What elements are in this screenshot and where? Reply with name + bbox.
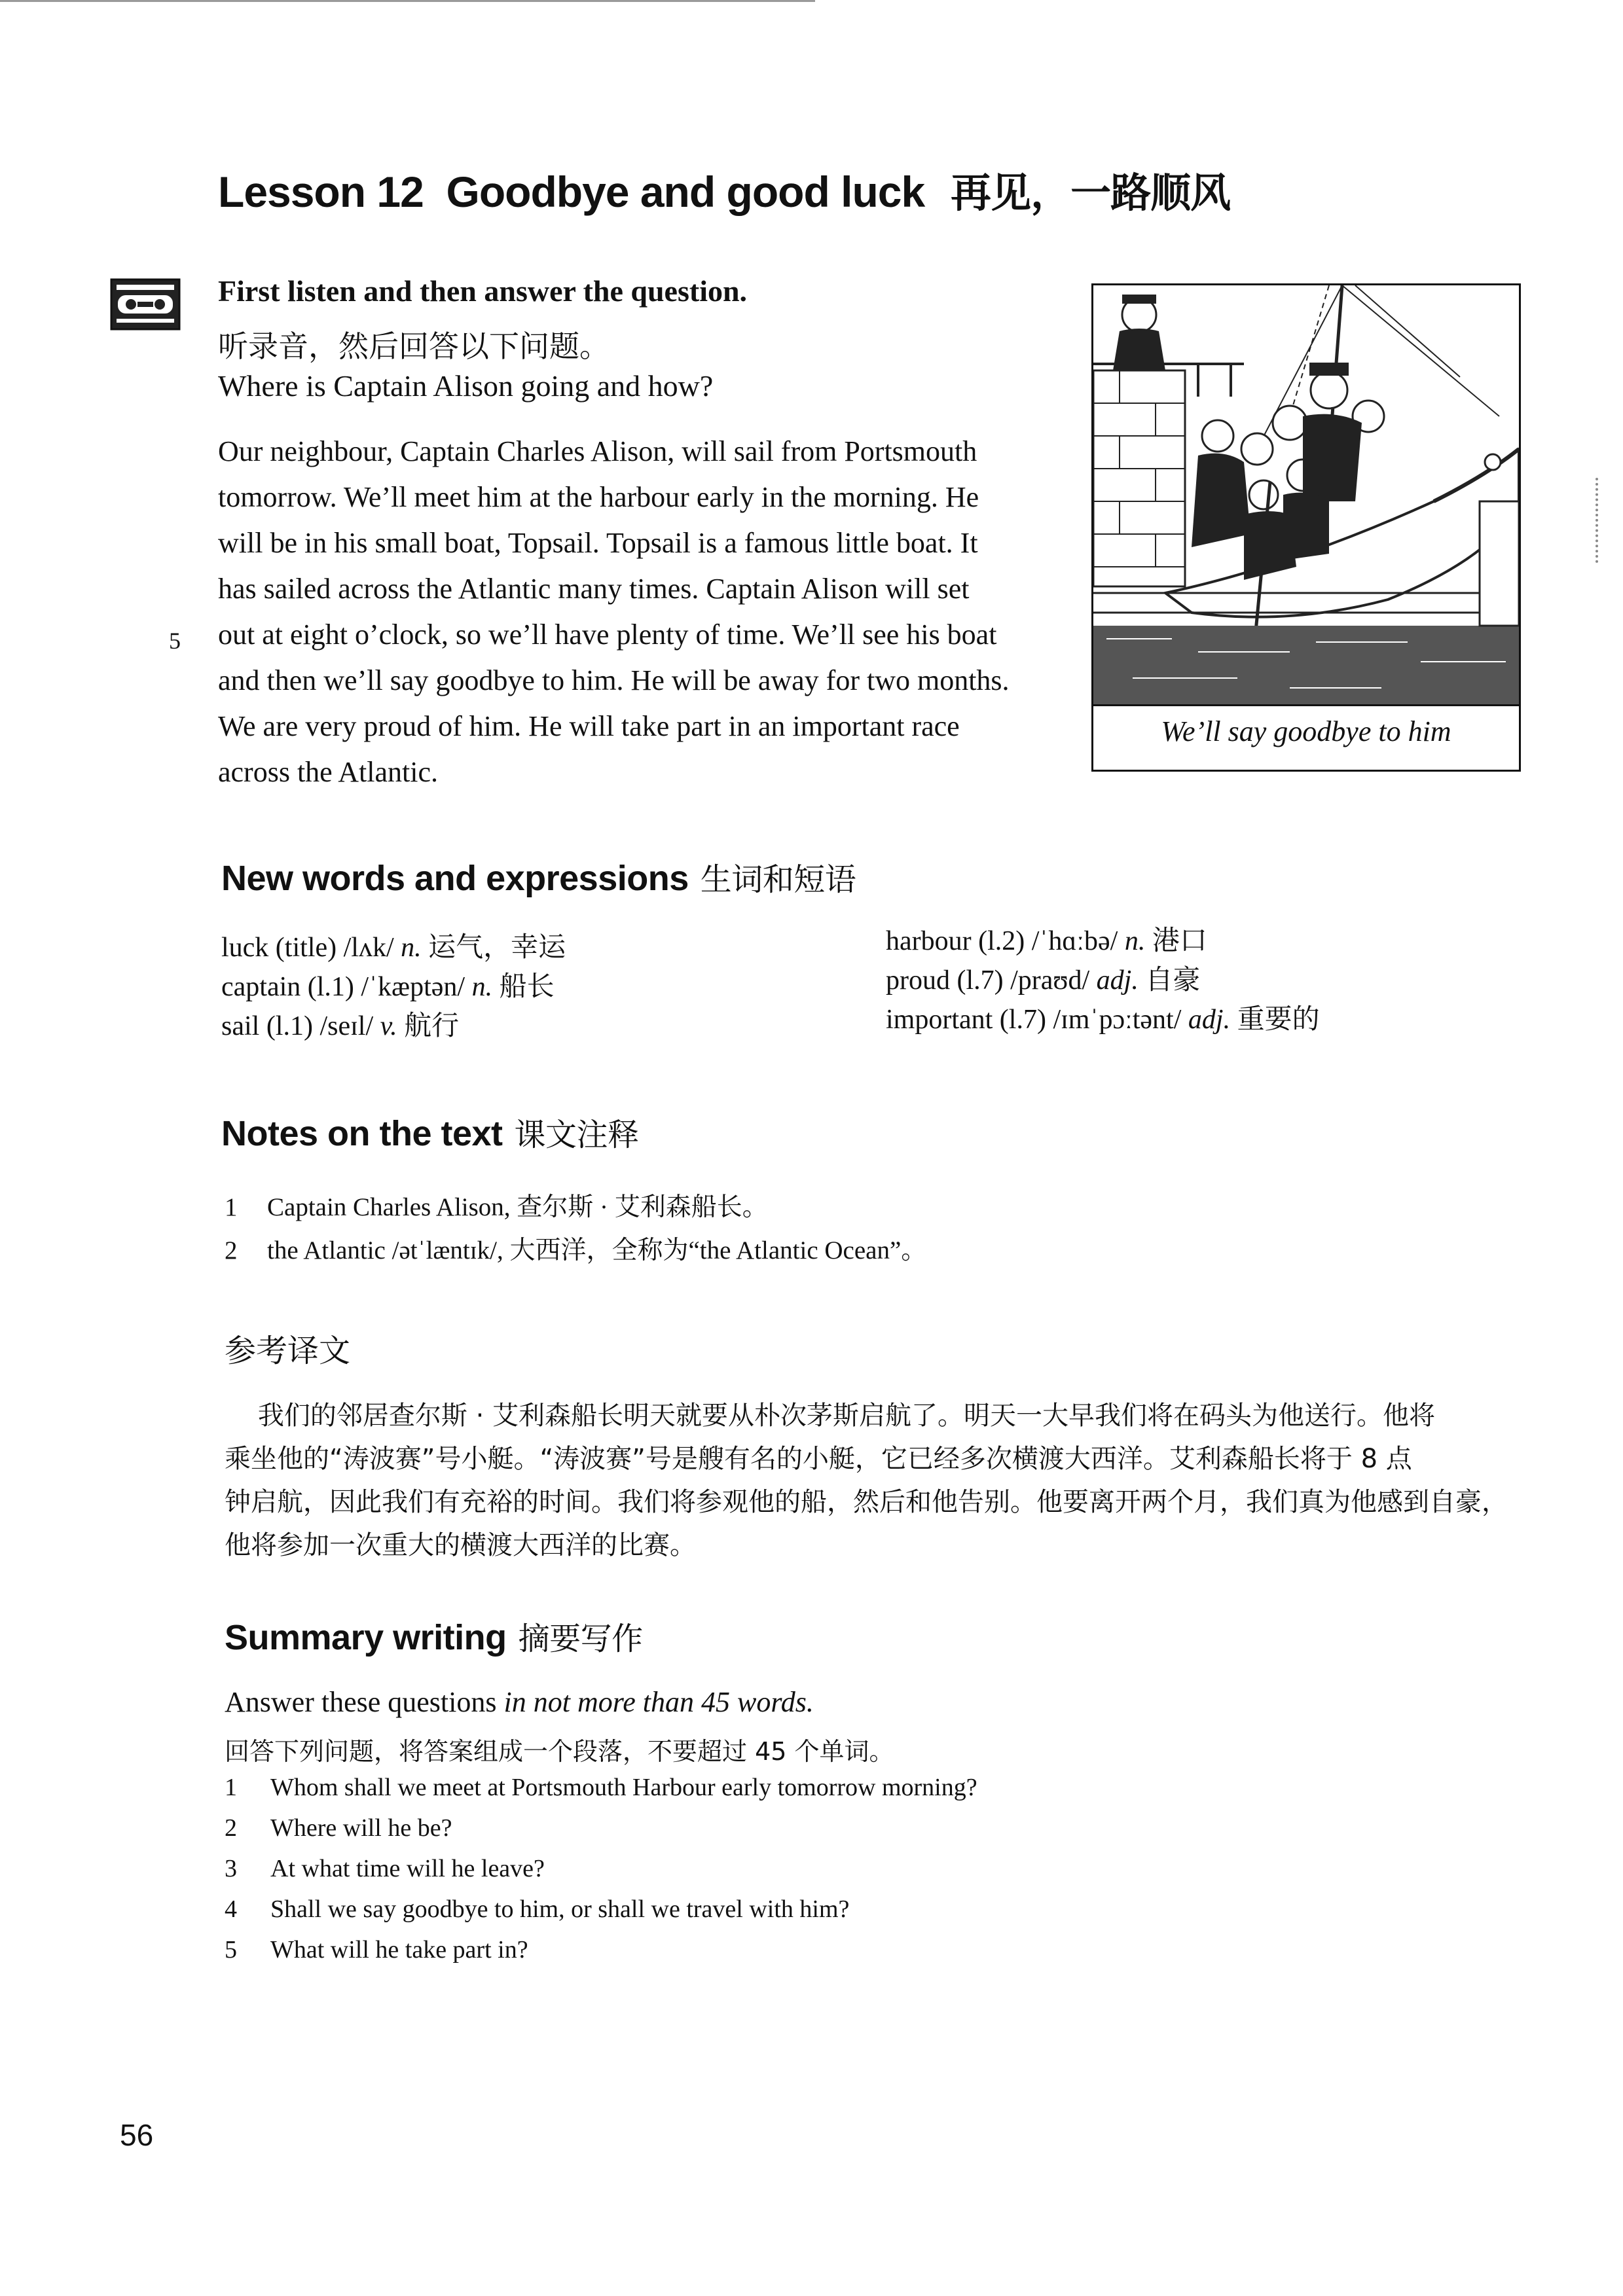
vocab-meaning: 自豪 — [1145, 965, 1201, 996]
lesson-title-en: Lesson 12 Goodbye and good luck — [218, 168, 925, 216]
translation-line: 他将参加一次重大的横渡大西洋的比赛。 — [225, 1530, 696, 1560]
question-number: 1 — [225, 1774, 237, 1801]
illustration-caption: We’ll say goodbye to him — [1161, 715, 1451, 747]
new-words-heading — [221, 854, 856, 899]
vocab-item — [886, 922, 1320, 961]
note-number: 2 — [225, 1236, 238, 1265]
question-text: Shall we say goodbye to him, or shall we travel with him? — [270, 1895, 850, 1923]
question-item — [225, 1808, 977, 1848]
question-item — [225, 1929, 977, 1970]
translation-line: 我们的邻居查尔斯 · 艾利森船长明天就要从朴次茅斯启航了。明天一大早我们将在码头为他送行。他将 — [225, 1401, 1436, 1431]
text-line: has sailed across the Atlantic many times. Captain Alison will set — [218, 573, 970, 605]
question-text: At what time will he leave? — [270, 1855, 545, 1882]
vocab-meaning: 航行 — [404, 1011, 460, 1041]
vocab-pos: adj. — [1096, 965, 1139, 996]
illustration-box — [1091, 283, 1521, 772]
summary-instruction-cn: 回答下列问题，将答案组成一个段落，不要超过 45 个单词。 — [225, 1737, 894, 1766]
note-text: Captain Charles Alison, 查尔斯 · 艾利森船长。 — [267, 1193, 768, 1221]
note-item — [225, 1186, 926, 1229]
summary-instruction-en — [225, 1685, 814, 1719]
lesson-title — [218, 160, 1230, 219]
summary-questions — [225, 1767, 977, 1970]
vocab-pos: v. — [380, 1011, 397, 1041]
notes-heading — [221, 1109, 639, 1155]
new-words-heading-en: New words and expressions — [221, 859, 689, 898]
question-number: 3 — [225, 1855, 237, 1882]
vocab-word: important (l.7) /ɪmˈpɔːtənt/ — [886, 1005, 1182, 1035]
question-item — [225, 1889, 977, 1929]
note-item — [225, 1229, 926, 1272]
question-number: 4 — [225, 1895, 237, 1923]
vocab-word: harbour (l.2) /ˈhɑːbə/ — [886, 926, 1118, 956]
vocab-word: luck (title) /lʌk/ — [221, 933, 394, 963]
cassette-tape-icon — [110, 278, 181, 331]
vocab-list-right — [886, 922, 1320, 1039]
note-text: the Atlantic /ətˈlæntɪk/, 大西洋，全称为“the Atlantic Ocean”。 — [267, 1236, 927, 1265]
text-line: out at eight o’clock, so we’ll have plenty of time. We’ll see his boat — [218, 619, 997, 651]
page-number: 56 — [120, 2118, 154, 2152]
summary-instruction-prefix: Answer these questions — [225, 1686, 504, 1718]
instruction-cn: 听录音，然后回答以下问题。 — [218, 330, 610, 363]
vocab-item — [886, 1000, 1320, 1039]
note-number: 1 — [225, 1193, 238, 1221]
vocab-word: proud (l.7) /praʊd/ — [886, 965, 1090, 996]
vocab-word: captain (l.1) /ˈkæptən/ — [221, 972, 465, 1002]
vocab-item — [221, 1007, 566, 1046]
question-number: 5 — [225, 1936, 237, 1964]
question-text: Whom shall we meet at Portsmouth Harbour early tomorrow morning? — [270, 1774, 977, 1801]
translation-line: 乘坐他的“涛波赛”号小艇。“涛波赛”号是艘有名的小艇，它已经多次横渡大西洋。艾利森船长将于 8 点 — [225, 1444, 1412, 1474]
notes-list — [225, 1186, 926, 1272]
text-line: and then we’ll say goodbye to him. He will be away for two months. — [218, 664, 1010, 696]
question-item — [225, 1767, 977, 1808]
top-rule — [0, 0, 815, 2]
vocab-pos: n. — [471, 972, 493, 1002]
summary-heading — [225, 1613, 643, 1659]
question-text: What will he take part in? — [270, 1936, 528, 1964]
translation-text — [225, 1394, 1534, 1567]
vocab-list-left — [221, 928, 566, 1046]
notes-heading-cn: 课文注释 — [514, 1117, 639, 1153]
translation-line: 钟启航，因此我们有充裕的时间。我们将参观他的船，然后和他告别。他要离开两个月，我们真为他感到自豪， — [225, 1487, 1508, 1517]
vocab-item — [221, 928, 566, 967]
vocab-pos: adj. — [1188, 1005, 1231, 1035]
question-text: Where will he be? — [270, 1814, 452, 1842]
text-line: tomorrow. We’ll meet him at the harbour early in the morning. He — [218, 481, 979, 513]
vocab-item — [221, 967, 566, 1007]
notes-heading-en: Notes on the text — [221, 1114, 503, 1153]
margin-dots — [1596, 478, 1602, 563]
vocab-pos: n. — [1124, 926, 1146, 956]
vocab-pos: n. — [401, 933, 422, 963]
summary-heading-en: Summary writing — [225, 1618, 507, 1657]
summary-heading-cn: 摘要写作 — [518, 1621, 643, 1657]
lesson-title-cn: 再见，一路顺风 — [951, 169, 1231, 217]
line-number: 5 — [169, 628, 181, 654]
text-line: across the Atlantic. — [218, 756, 439, 788]
instruction-en: First listen and then answer the question. — [218, 274, 748, 308]
text-line: We are very proud of him. He will take part in an important race — [218, 710, 960, 742]
lesson-text — [218, 429, 1043, 795]
text-line: will be in his small boat, Topsail. Topsail is a famous little boat. It — [218, 527, 978, 559]
summary-instruction-italic: in not more than 45 words. — [503, 1686, 814, 1718]
vocab-meaning: 运气，幸运 — [428, 933, 566, 963]
vocab-meaning: 港口 — [1152, 926, 1207, 956]
vocab-item — [886, 961, 1320, 1000]
question-item — [225, 1848, 977, 1889]
question-number: 2 — [225, 1814, 237, 1842]
text-line: Our neighbour, Captain Charles Alison, will sail from Portsmouth — [218, 435, 977, 467]
vocab-meaning: 船长 — [499, 972, 555, 1002]
vocab-meaning: 重要的 — [1237, 1005, 1320, 1035]
illustration-separator — [1093, 704, 1519, 706]
boat-illustration — [1093, 285, 1519, 704]
vocab-word: sail (l.1) /seɪl/ — [221, 1011, 374, 1041]
listening-question: Where is Captain Alison going and how? — [218, 369, 714, 403]
new-words-heading-cn: 生词和短语 — [700, 861, 856, 898]
translation-heading: 参考译文 — [225, 1333, 351, 1369]
